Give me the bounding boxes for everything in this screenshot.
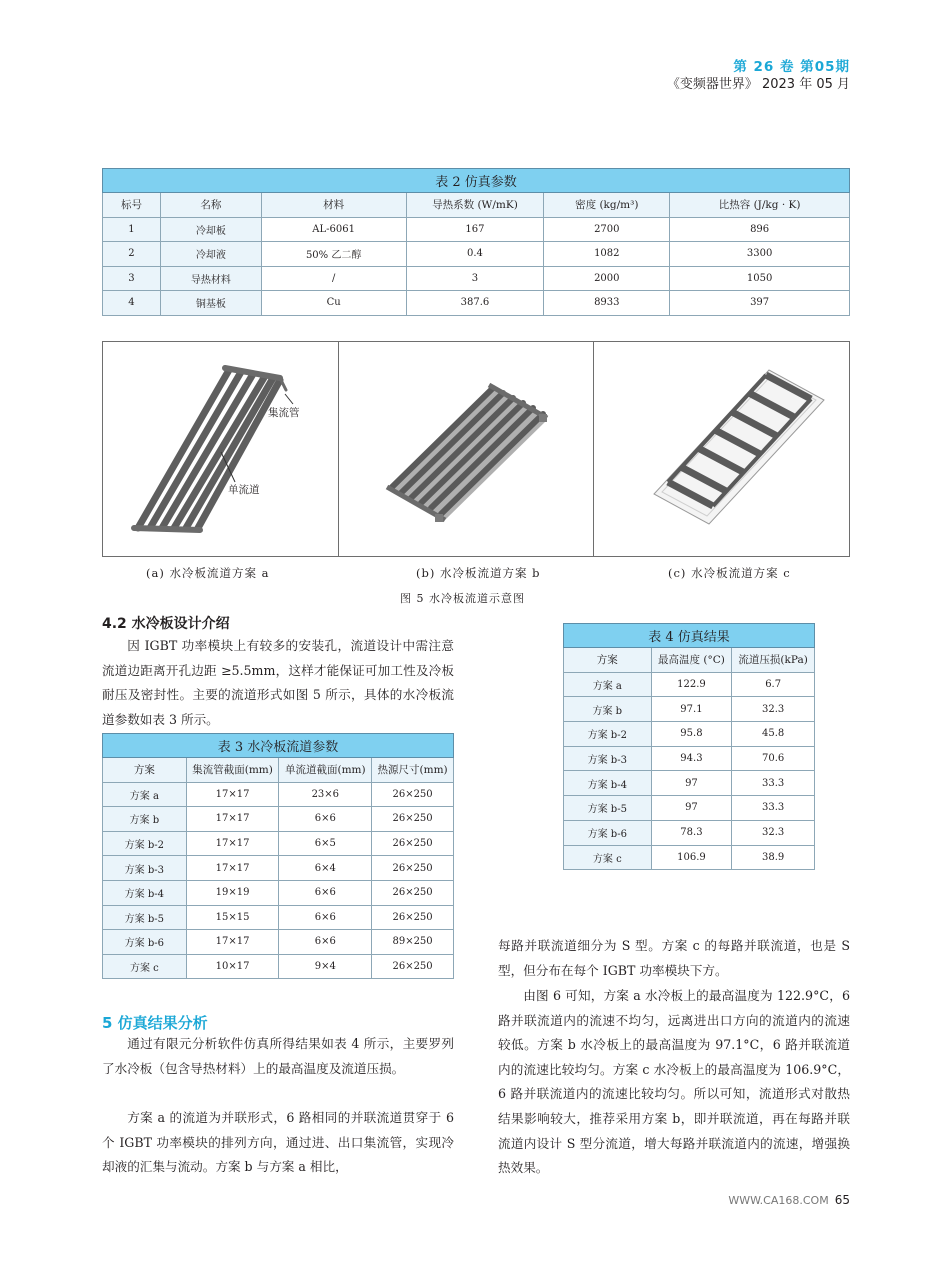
subcaption-c: (c) 水冷板流道方案 c	[668, 566, 791, 580]
subcaption-a: (a) 水冷板流道方案 a	[146, 566, 270, 580]
column-header: 流道压损(kPa)	[732, 648, 815, 673]
table-title: 表 4 仿真结果	[564, 624, 815, 648]
column-header: 标号	[103, 193, 161, 218]
table-cell: 17×17	[186, 831, 279, 856]
column-header: 单流道截面(mm)	[279, 758, 372, 783]
table-cell: 方案 b-4	[564, 771, 652, 796]
table-simulation-results	[563, 623, 815, 870]
table-cell: 0.4	[406, 242, 544, 267]
table-cell: 17×17	[186, 930, 279, 955]
subcaption-b: (b) 水冷板流道方案 b	[416, 566, 541, 580]
website-label: WWW.CA168.COM	[728, 1194, 829, 1207]
column-header: 集流管截面(mm)	[186, 758, 279, 783]
table-cell: 32.3	[732, 697, 815, 722]
paragraph-right-1: 每路并联流道细分为 S 型。方案 c 的每路并联流道，也是 S 型，但分布在每个 IGBT 功率模块下方。	[498, 938, 850, 978]
table-row	[564, 722, 815, 747]
table-cell: 45.8	[732, 722, 815, 747]
cold-plate-c-image	[594, 342, 850, 556]
table-row	[564, 697, 815, 722]
table-cell: AL-6061	[261, 217, 406, 242]
table-cell: 97	[651, 796, 732, 821]
table-channel-parameters	[102, 733, 454, 979]
paragraph-right-2: 由图 6 可知，方案 a 水冷板上的最高温度为 122.9°C，6 路并联流道内的流速不均匀，远离进出口方向的流道内的流速较低。方案 b 水冷板上的最高温度为 97.1°C，6 路并联流道内的流速比较均匀。方案 c 水冷板上的最高温度为 106.9°C，6 路并联流道内的流速比较均匀。所以可知，流道形式对散热结果影响较大，推荐采用方案 b，即并联流道，再在每路并联流道内设计 S 型分流道，增大每路并联流道内的流速，增强换热效果。	[498, 988, 850, 1176]
table-cell: 33.3	[732, 771, 815, 796]
table-cell: 26×250	[372, 782, 454, 807]
table-row	[564, 771, 815, 796]
paragraph-4-2: 因 IGBT 功率模块上有较多的安装孔，流道设计中需注意流道边距离开孔边距 ≥5.5mm，这样才能保证可加工性及冷板耐压及密封性。主要的流道形式如图 5 所示，具体的水冷板流道参数如表 3 所示。	[102, 638, 454, 727]
table-cell: 26×250	[372, 905, 454, 930]
figure-panel-c	[594, 342, 849, 556]
table-row	[103, 930, 454, 955]
table-cell: 97.1	[651, 697, 732, 722]
table-cell: 方案 c	[564, 845, 652, 870]
table-title: 表 2 仿真参数	[103, 169, 850, 193]
column-header: 方案	[103, 758, 187, 783]
table-cell: 26×250	[372, 807, 454, 832]
table-cell: 38.9	[732, 845, 815, 870]
callout-single-channel: 单流道	[228, 484, 260, 496]
table-cell: 6.7	[732, 672, 815, 697]
table-cell: 15×15	[186, 905, 279, 930]
column-header: 导热系数 (W/mK)	[406, 193, 544, 218]
table-row	[103, 217, 850, 242]
table-cell: 19×19	[186, 880, 279, 905]
table-cell: 50% 乙二醇	[261, 242, 406, 267]
table-cell: 397	[670, 291, 850, 316]
table-cell: 方案 b-3	[564, 746, 652, 771]
table-row	[564, 746, 815, 771]
table-cell: 方案 b-6	[564, 820, 652, 845]
table-cell: 8933	[544, 291, 670, 316]
table-cell: 3	[406, 266, 544, 291]
cold-plate-b-image	[339, 342, 594, 556]
table-cell: 方案 b-2	[564, 722, 652, 747]
table-cell: 2700	[544, 217, 670, 242]
column-header: 名称	[160, 193, 261, 218]
publication-label: 《变频器世界》 2023 年 05 月	[666, 77, 850, 92]
table-cell: 1082	[544, 242, 670, 267]
table-cell: 方案 b-4	[103, 880, 187, 905]
table-row	[103, 266, 850, 291]
table-cell: 106.9	[651, 845, 732, 870]
table-row	[103, 880, 454, 905]
table-cell: 1050	[670, 266, 850, 291]
table-row	[564, 820, 815, 845]
table-cell: 23×6	[279, 782, 372, 807]
figure-panel-a	[103, 342, 339, 556]
table-cell: 2000	[544, 266, 670, 291]
table-cell: 89×250	[372, 930, 454, 955]
column-header: 密度 (kg/m³)	[544, 193, 670, 218]
page-footer	[728, 1193, 850, 1207]
table-row	[103, 291, 850, 316]
table-cell: 17×17	[186, 782, 279, 807]
table-cell: 95.8	[651, 722, 732, 747]
table-cell: 6×6	[279, 905, 372, 930]
table-cell: 70.6	[732, 746, 815, 771]
figure-caption: 图 5 水冷板流道示意图	[400, 592, 525, 605]
table-cell: 10×17	[186, 954, 279, 979]
figure-5	[102, 341, 850, 557]
table-cell: 方案 b	[103, 807, 187, 832]
table-cell: 32.3	[732, 820, 815, 845]
table-cell: 26×250	[372, 831, 454, 856]
table-cell: 导热材料	[160, 266, 261, 291]
table-cell: 4	[103, 291, 161, 316]
table-cell: 26×250	[372, 954, 454, 979]
table-cell: 17×17	[186, 856, 279, 881]
section-heading-5: 5 仿真结果分析	[102, 1014, 208, 1032]
table-row	[564, 796, 815, 821]
issue-label: 第 26 卷 第05期	[733, 59, 850, 75]
table-title: 表 3 水冷板流道参数	[103, 734, 454, 758]
section-heading-4-2: 4.2 水冷板设计介绍	[102, 616, 230, 632]
table-cell: 33.3	[732, 796, 815, 821]
column-header: 方案	[564, 648, 652, 673]
table-cell: /	[261, 266, 406, 291]
table-cell: 6×6	[279, 930, 372, 955]
table-row	[103, 807, 454, 832]
table-row	[564, 845, 815, 870]
table-cell: 26×250	[372, 880, 454, 905]
table-cell: 26×250	[372, 856, 454, 881]
table-row	[103, 782, 454, 807]
table-cell: 方案 c	[103, 954, 187, 979]
table-cell: 2	[103, 242, 161, 267]
table-row	[103, 905, 454, 930]
page-number: 65	[834, 1193, 850, 1207]
table-cell: 896	[670, 217, 850, 242]
paragraph-5-1: 通过有限元分析软件仿真所得结果如表 4 所示，主要罗列了水冷板（包含导热材料）上的最高温度及流道压损。	[102, 1036, 454, 1076]
table-cell: 97	[651, 771, 732, 796]
table-cell: 方案 b-5	[564, 796, 652, 821]
table-cell: 方案 b-2	[103, 831, 187, 856]
cold-plate-a-image	[103, 342, 340, 556]
table-row	[564, 672, 815, 697]
table-cell: 6×4	[279, 856, 372, 881]
table-row	[103, 242, 850, 267]
table-cell: 冷却板	[160, 217, 261, 242]
table-cell: 方案 a	[564, 672, 652, 697]
table-cell: 17×17	[186, 807, 279, 832]
table-cell: 3300	[670, 242, 850, 267]
column-header: 比热容 (J/kg · K)	[670, 193, 850, 218]
table-simulation-parameters	[102, 168, 850, 316]
table-cell: Cu	[261, 291, 406, 316]
table-row	[103, 954, 454, 979]
table-cell: 167	[406, 217, 544, 242]
column-header: 最高温度 (°C)	[651, 648, 732, 673]
figure-panel-b	[339, 342, 593, 556]
table-cell: 方案 b-5	[103, 905, 187, 930]
table-cell: 9×4	[279, 954, 372, 979]
table-cell: 方案 b	[564, 697, 652, 722]
table-cell: 387.6	[406, 291, 544, 316]
table-cell: 94.3	[651, 746, 732, 771]
table-cell: 冷却液	[160, 242, 261, 267]
table-row	[103, 831, 454, 856]
column-header: 材料	[261, 193, 406, 218]
table-cell: 方案 b-6	[103, 930, 187, 955]
paragraph-5-2: 方案 a 的流道为并联形式，6 路相同的并联流道贯穿于 6 个 IGBT 功率模块的排列方向，通过进、出口集流管，实现冷却液的汇集与流动。方案 b 与方案 a 相比，	[102, 1110, 454, 1175]
callout-header-pipe: 集流管	[268, 407, 300, 419]
table-cell: 铜基板	[160, 291, 261, 316]
table-cell: 方案 b-3	[103, 856, 187, 881]
table-cell: 6×5	[279, 831, 372, 856]
table-cell: 6×6	[279, 807, 372, 832]
column-header: 热源尺寸(mm)	[372, 758, 454, 783]
table-cell: 78.3	[651, 820, 732, 845]
table-cell: 3	[103, 266, 161, 291]
table-cell: 1	[103, 217, 161, 242]
table-cell: 方案 a	[103, 782, 187, 807]
table-cell: 6×6	[279, 880, 372, 905]
table-cell: 122.9	[651, 672, 732, 697]
table-row	[103, 856, 454, 881]
